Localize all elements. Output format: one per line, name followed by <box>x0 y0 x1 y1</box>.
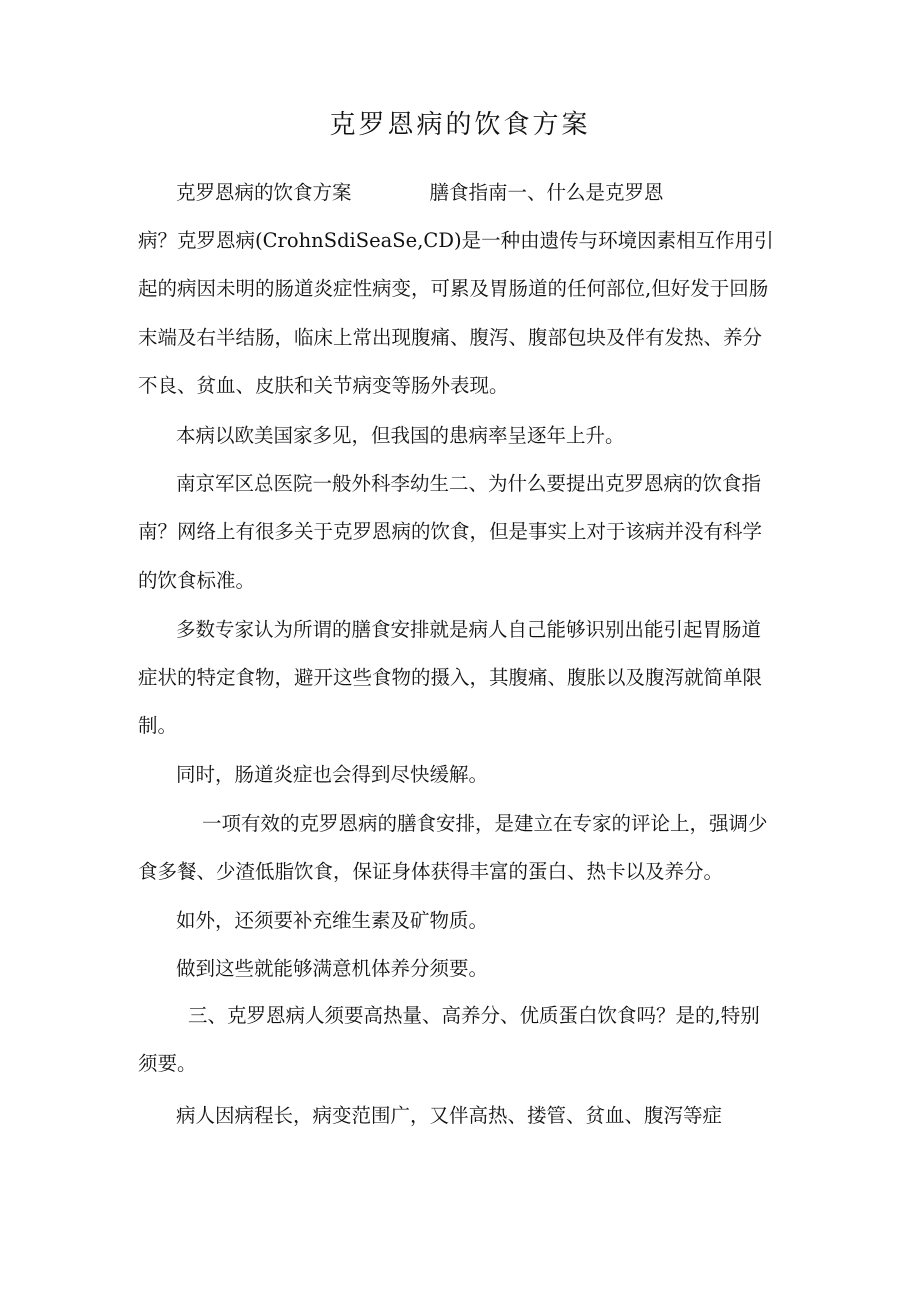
paragraph-line: 克罗恩病的饮食方案 膳食指南一、什么是克罗恩 <box>176 181 664 204</box>
paragraph-line: 的饮食标准。 <box>138 569 256 592</box>
paragraph-line: 须要。 <box>138 1052 197 1075</box>
paragraph-line: 如外，还须要补充维生素及矿物质。 <box>176 909 489 932</box>
paragraph-line: 制。 <box>138 714 178 737</box>
paragraph-line: 三、克罗恩病人须要高热量、高养分、优质蛋白饮食吗？是的,特别 <box>188 1004 760 1027</box>
paragraph-line: 起的病因未明的肠道炎症性病变，可累及胃肠道的任何部位,但好发于回肠 <box>138 277 769 300</box>
paragraph-line: 症状的特定食物，避开这些食物的摄入，其腹痛、腹胀以及腹泻就简单限 <box>138 666 763 689</box>
paragraph-line: 南京军区总医院一般外科李幼生二、为什么要提出克罗恩病的饮食指 <box>176 472 762 495</box>
paragraph-line: 同时，肠道炎症也会得到尽快缓解。 <box>176 763 489 786</box>
paragraph-line: 病？克罗恩病(CrohnSdiSeaSe,CD)是一种由遗传与环境因素相互作用引 <box>138 229 774 252</box>
paragraph-line: 多数专家认为所谓的膳食安排就是病人自己能够识别出能引起胃肠道 <box>176 618 762 641</box>
paragraph-line: 做到这些就能够满意机体养分须要。 <box>176 957 489 980</box>
paragraph-line: 南？网络上有很多关于克罗恩病的饮食，但是事实上对于该病并没有科学 <box>138 520 763 543</box>
paragraph-line: 末端及右半结肠，临床上常出现腹痛、腹泻、腹部包块及伴有发热、养分 <box>138 326 763 349</box>
paragraph-line: 本病以欧美国家多见，但我国的患病率呈逐年上升。 <box>176 424 625 447</box>
paragraph-line: 食多餐、少渣低脂饮食，保证身体获得丰富的蛋白、热卡以及养分。 <box>138 860 724 883</box>
paragraph-line: 不良、贫血、皮肤和关节病变等肠外表现。 <box>138 374 509 397</box>
paragraph-line: 一项有效的克罗恩病的膳食安排，是建立在专家的评论上，强调少 <box>202 812 768 835</box>
document-title: 克罗恩病的饮食方案 <box>329 110 591 140</box>
paragraph-line: 病人因病程长，病变范围广，又伴高热、搂管、贫血、腹泻等症 <box>176 1104 723 1127</box>
